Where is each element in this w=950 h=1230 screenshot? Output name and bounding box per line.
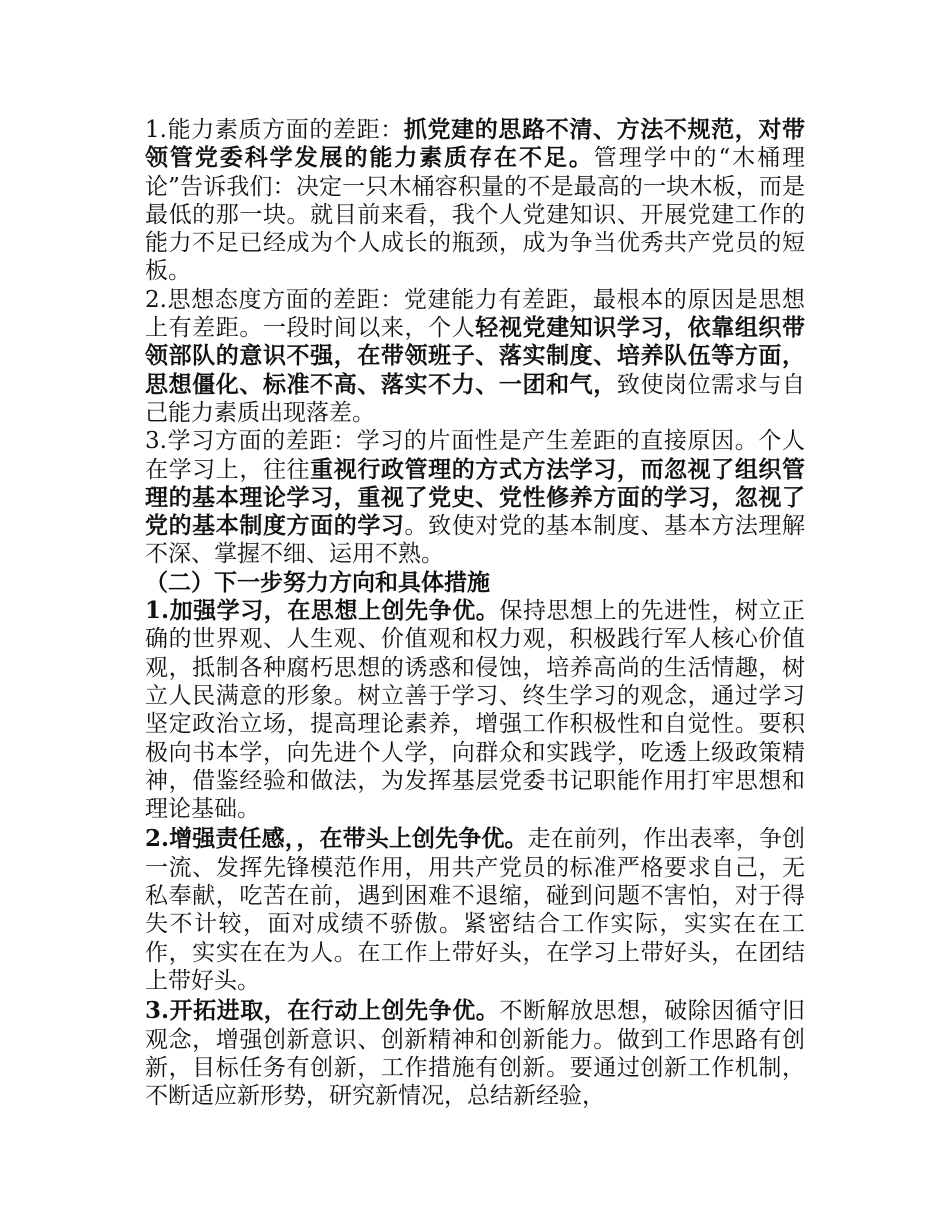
measure-lead: 3.开拓进取，在行动上创先争优。 — [145, 997, 500, 1025]
measure-paragraph-3 — [145, 997, 805, 1110]
gap-paragraph-2 — [145, 286, 805, 427]
paragraph-text-after: 致使岗位需求与自己能力素质出现落差。 — [145, 371, 806, 426]
measure-paragraph-1 — [145, 597, 805, 823]
paragraph-number: 2. — [145, 286, 167, 313]
measure-paragraph-2 — [145, 825, 805, 995]
paragraph-bold-text: 抓党建的思路不清、方法不规范，对带领管党委科学发展的能力素质存在不足。 — [145, 116, 806, 172]
paragraph-number: 1. — [145, 117, 167, 143]
measure-text: 不断解放思想，破除因循守旧观念，增强创新意识、创新精神和创新能力。做到工作思路有创新，目标任务有创新，工作措施有创新。要通过创新工作机制，不断适应新形势，研究新情况，总结新经验， — [145, 998, 806, 1110]
gap-paragraph-1 — [145, 116, 805, 286]
paragraph-bold-text: 重视行政管理的方式方法学习，而忽视了组织管理的基本理论学习，重视了党史、党性修养方面的学习，忽视了党的基本制度方面的学习 — [145, 455, 806, 540]
paragraph-text: 党建能力有差距，最根本的原因是思想上有差距。一段时间以来，个人 — [145, 286, 806, 342]
paragraph-label: 思想态度方面的差距： — [166, 286, 404, 313]
paragraph-bold-text: 轻视党建知识学习，依靠组织带领部队的意识不强，在带领班子、落实制度、培养队伍等方面，思想僵化、标准不高、落实不力、一团和气， — [145, 314, 806, 398]
measure-text: 保持思想上的先进性，树立正确的世界观、人生观、价值观和权力观，积极践行军人核心价值观，抵制各种腐朽思想的诱惑和侵蚀，培养高尚的生活情趣，树立人民满意的形象。树立善于学习、终生学习的观念，通过学习坚定政治立场，提高理论素养，增强工作积极性和自觉性。要积极向书本学，向先进个人学，向群众和实践学，吃透上级政策精神，借鉴经验和做法，为发挥基层党委书记职能作用打牢思想和理论基础。 — [145, 598, 806, 823]
measure-lead: 1.加强学习，在思想上创先争优。 — [145, 597, 500, 625]
document-body — [145, 116, 805, 1110]
measure-text: 走在前列，作出表率，争创一流、发挥先锋模范作用，用共产党员的标准严格要求自己，无私奉献，吃苦在前，遇到困难不退缩，碰到问题不害怕，对于得失不计较，面对成绩不骄傲。紧密结合工作实际，实实在在工作，实实在在为人。在工作上带好头，在学习上带好头，在团结上带好头。 — [145, 826, 806, 994]
section-heading: （二）下一步努力方向和具体措施 — [145, 568, 490, 596]
measure-lead: 2.增强责任感，，在带头上创先争优。 — [145, 825, 528, 853]
paragraph-text: 管理学中的“木桶理论”告诉我们：决定一只木桶容积量的不是最高的一块木板，而是最低的那一块。就目前来看，我个人党建知识、开展党建工作的能力不足已经成为个人成长的瓶颈，成为争当优秀共产党员的短板。 — [145, 145, 805, 285]
paragraph-label: 能力素质方面的差距： — [166, 117, 404, 143]
paragraph-label: 学习方面的差距： — [166, 428, 357, 455]
gap-paragraph-3 — [145, 427, 805, 568]
paragraph-text: 学习的片面性是产生差距的直接原因。个人在学习上，往往 — [145, 428, 806, 483]
paragraph-number: 3. — [145, 428, 167, 455]
paragraph-text-after: 。致使对党的基本制度、基本方法理解不深、掌握不细、运用不熟。 — [145, 513, 806, 568]
